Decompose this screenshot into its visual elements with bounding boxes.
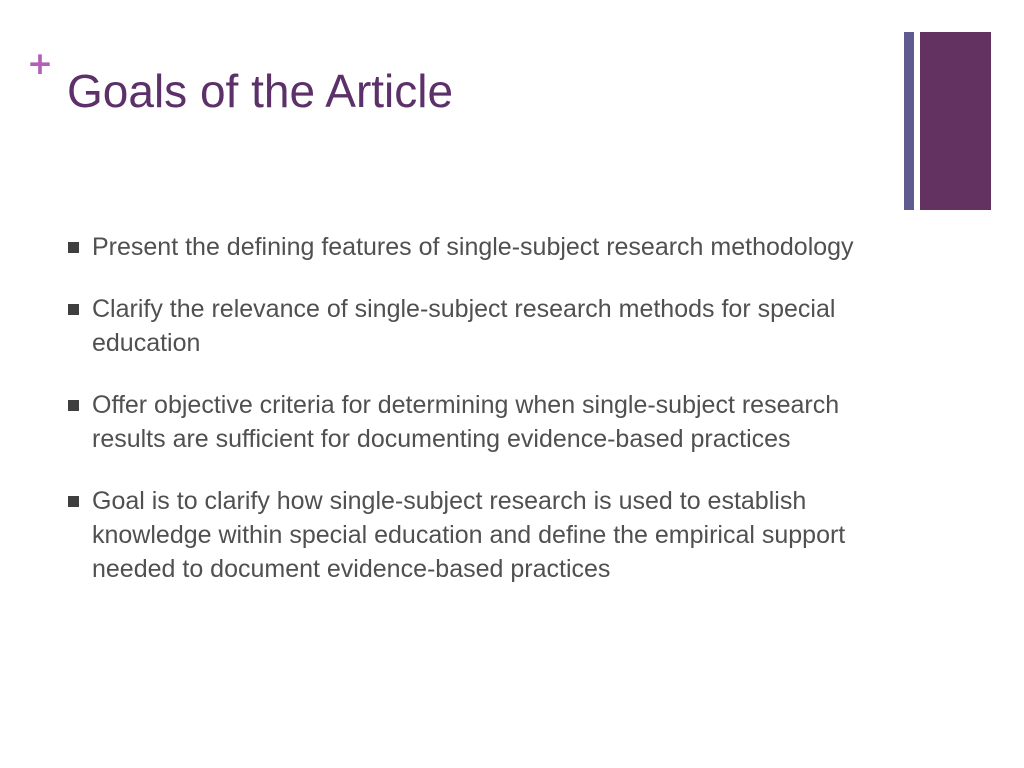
bullet-text: Present the defining features of single-subject research methodology (92, 233, 854, 261)
slide-title: Goals of the Article (67, 65, 454, 117)
square-bullet-icon (68, 242, 79, 253)
plus-icon: + (27, 46, 53, 82)
decorative-thin-bar (904, 32, 914, 210)
square-bullet-icon (68, 496, 79, 507)
square-bullet-icon (68, 304, 79, 315)
bullet-item (68, 292, 898, 360)
bullet-item (68, 484, 898, 586)
decorative-wide-bar (920, 32, 991, 210)
square-bullet-icon (68, 400, 79, 411)
bullet-text: Goal is to clarify how single-subject research is used to establish knowledge within special education and define the empirical support needed to document evidence-based practices (92, 487, 846, 583)
bullet-text: Clarify the relevance of single-subject research methods for special education (92, 295, 836, 357)
bullet-text: Offer objective criteria for determining when single-subject research results are sufficient for documenting evidence-based practices (92, 391, 840, 453)
bullet-item (68, 388, 898, 456)
bullet-list (68, 230, 898, 614)
bullet-item (68, 230, 898, 264)
